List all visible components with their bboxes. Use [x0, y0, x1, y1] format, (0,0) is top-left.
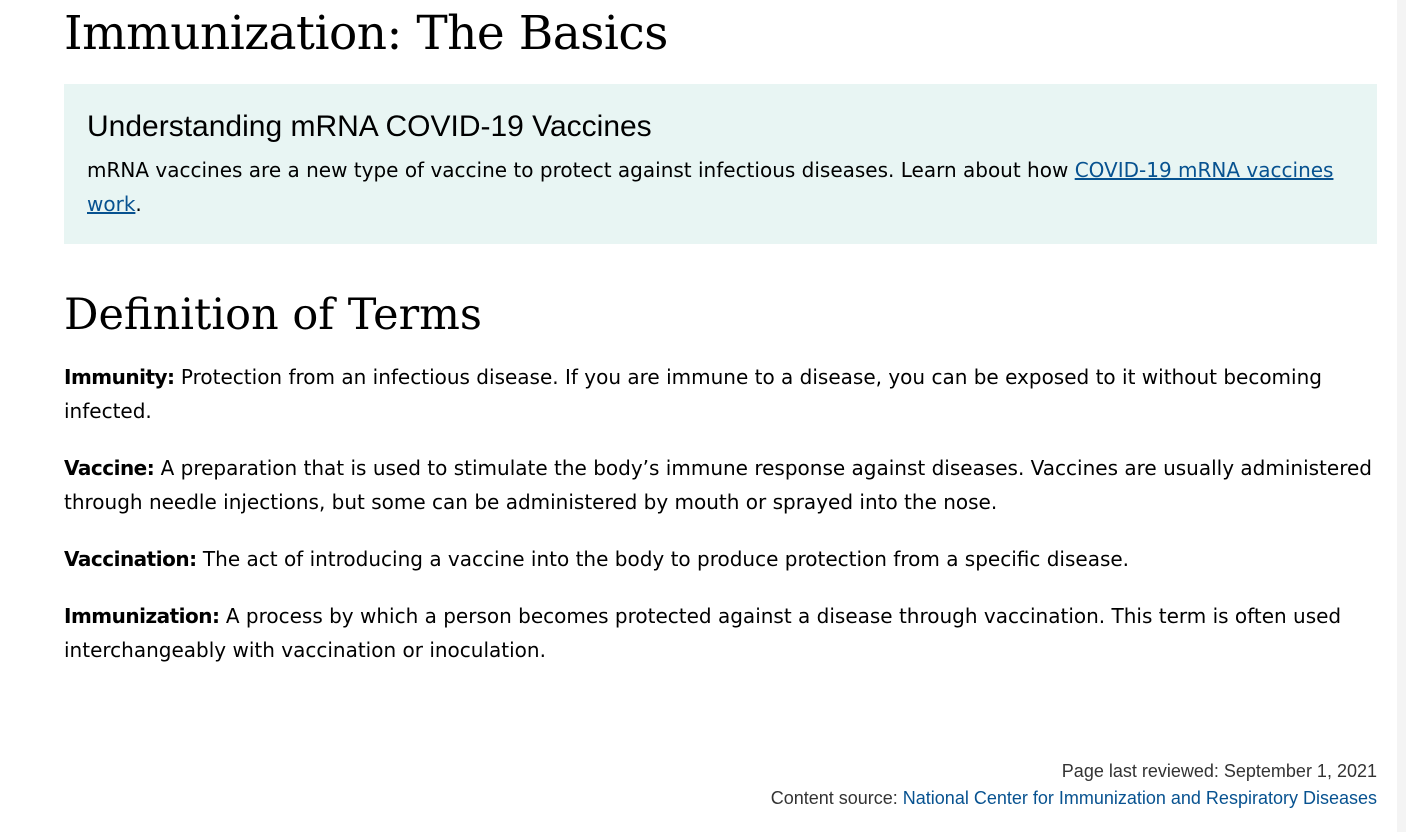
term-definition: A preparation that is used to stimulate the body’s immune response against diseases. Vaccines are usually administered through needle injections, but some can be administered by mouth or sprayed into the nose. — [64, 456, 1372, 514]
term-immunity — [64, 360, 1377, 428]
term-vaccination — [64, 542, 1377, 576]
callout-title: Understanding mRNA COVID-19 Vaccines — [87, 110, 652, 143]
last-reviewed-date: Page last reviewed: September 1, 2021 — [1061, 761, 1377, 781]
page-footer-meta — [771, 758, 1377, 812]
term-immunization — [64, 599, 1377, 667]
covid-mrna-vaccines-link[interactable]: COVID-19 mRNA vaccines work — [87, 158, 1334, 216]
callout-text-end: . — [135, 192, 142, 216]
term-definition: Protection from an infectious disease. If you are immune to a disease, you can be exposed to it without becoming infected. — [64, 365, 1322, 423]
main-content — [64, 0, 1377, 808]
content-source-link[interactable]: National Center for Immunization and Respiratory Diseases — [902, 788, 1377, 808]
definitions-heading: Definition of Terms — [64, 290, 482, 340]
content-source — [771, 785, 1377, 812]
term-label: Vaccine: — [64, 456, 155, 480]
mrna-callout-box — [64, 84, 1377, 244]
term-vaccine — [64, 451, 1377, 519]
term-label: Immunization: — [64, 604, 220, 628]
term-label: Immunity: — [64, 365, 175, 389]
term-definition: A process by which a person becomes protected against a disease through vaccination. This term is often used interchangeably with vaccination or inoculation. — [64, 604, 1342, 662]
scrollbar-track[interactable] — [1397, 0, 1406, 832]
callout-text — [87, 153, 1355, 221]
term-definition: The act of introducing a vaccine into the body to produce protection from a specific disease. — [196, 547, 1130, 571]
page-title: Immunization: The Basics — [64, 6, 668, 61]
definitions-list — [64, 360, 1377, 690]
term-label: Vaccination: — [64, 547, 197, 571]
callout-text-body: mRNA vaccines are a new type of vaccine to protect against infectious diseases. Learn about how — [87, 158, 1075, 182]
content-source-label: Content source: — [770, 788, 903, 808]
